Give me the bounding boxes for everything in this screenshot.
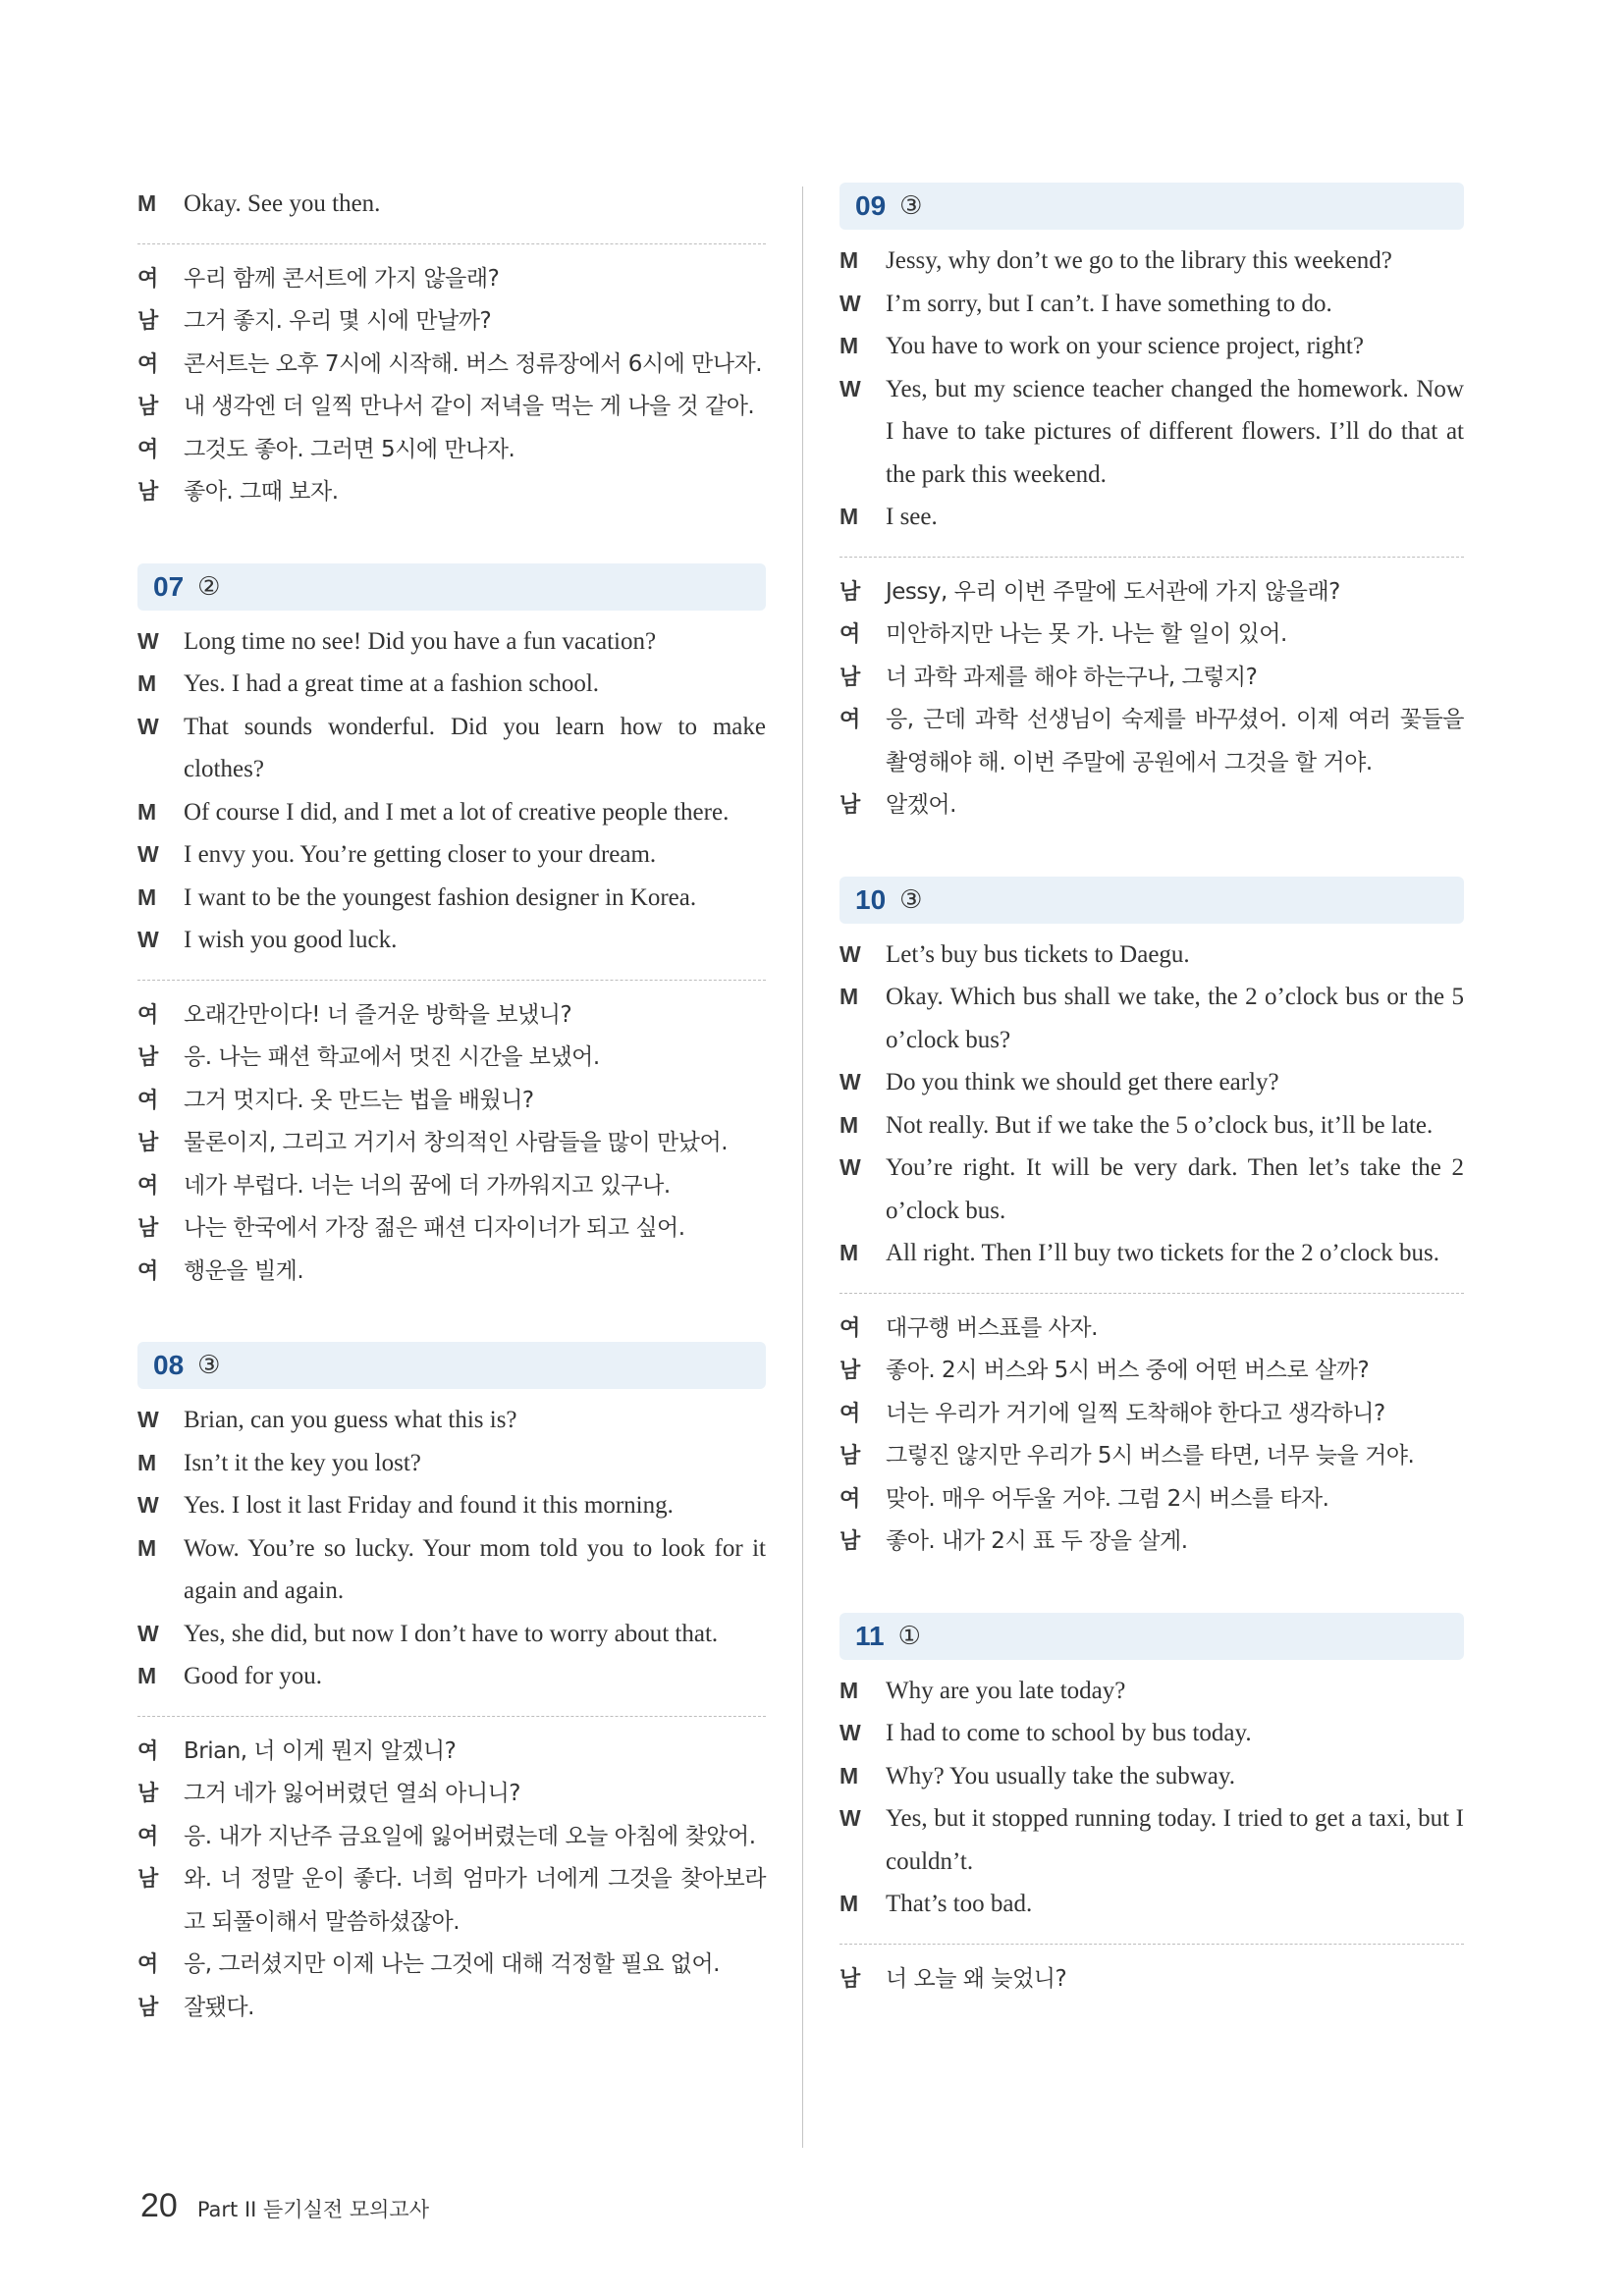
speaker-label: M xyxy=(137,670,157,696)
dialogue-line xyxy=(839,1521,1464,1564)
question-header xyxy=(839,877,1464,924)
speaker-label: M xyxy=(137,1663,157,1688)
question-header xyxy=(839,183,1464,230)
speaker-label: 남 xyxy=(137,1995,158,2020)
line-text: 응, 그러셨지만 이제 나는 그것에 대해 걱정할 필요 없어. xyxy=(184,1951,720,1977)
dashed-divider xyxy=(839,557,1464,558)
dialogue-line xyxy=(137,833,766,877)
page-number: 20 xyxy=(140,2187,178,2224)
dialogue-line xyxy=(839,240,1464,283)
korean-translation xyxy=(839,1308,1464,1564)
speaker-label: W xyxy=(137,627,159,654)
speaker-label: M xyxy=(839,1677,859,1703)
line-text: 와. 너 정말 운이 좋다. 너희 엄마가 너에게 그것을 찾아보라고 되풀이해서 말씀하셨잖아. xyxy=(184,1866,766,1935)
line-text: Do you think we should get there early? xyxy=(886,1069,1279,1095)
line-text: 행운을 빌게. xyxy=(184,1257,304,1284)
speaker-label: W xyxy=(137,713,159,739)
question-number: 11 xyxy=(855,1620,885,1651)
dialogue-line xyxy=(839,657,1464,700)
speaker-label: W xyxy=(137,1620,159,1646)
korean-translation xyxy=(839,1958,1464,2002)
line-text: All right. Then I’ll buy two tickets for the 2 o’clock bus. xyxy=(886,1240,1440,1266)
dialogue-line xyxy=(137,1037,766,1080)
question-number: 10 xyxy=(855,883,887,915)
speaker-label: W xyxy=(839,1720,861,1745)
dialogue-line xyxy=(839,1350,1464,1393)
section-gap xyxy=(137,1293,766,1342)
line-text: 응. 내가 지난주 금요일에 잃어버렸는데 오늘 아침에 찾았어. xyxy=(184,1823,756,1849)
speaker-label: 여 xyxy=(137,1952,158,1977)
speaker-label: 남 xyxy=(137,309,158,334)
dialogue-line xyxy=(137,994,766,1038)
dashed-divider xyxy=(137,243,766,244)
speaker-label: M xyxy=(137,798,157,825)
line-text: Of course I did, and I met a lot of creative people there. xyxy=(184,798,730,826)
line-text: I envy you. You’re getting closer to your dream. xyxy=(184,841,657,868)
speaker-label: 여 xyxy=(137,266,158,292)
dialogue-line xyxy=(137,1122,766,1165)
line-text: You’re right. It will be very dark. Then let’s take the 2 o’clock bus. xyxy=(886,1154,1464,1224)
line-text: That sounds wonderful. Did you learn how to make clothes? xyxy=(184,713,766,782)
dialogue-line xyxy=(137,1987,766,2030)
english-dialogue xyxy=(137,183,766,226)
dialogue-line xyxy=(839,699,1464,784)
speaker-label: W xyxy=(839,1154,861,1180)
dialogue-line xyxy=(137,1773,766,1816)
line-text: I see. xyxy=(886,504,938,530)
speaker-label: W xyxy=(137,841,159,867)
line-text: Brian, 너 이게 뭔지 알겠니? xyxy=(184,1737,457,1764)
speaker-label: 여 xyxy=(137,1824,158,1849)
line-text: 너는 우리가 거기에 일찍 도착해야 한다고 생각하니? xyxy=(886,1400,1385,1426)
dialogue-line xyxy=(839,1797,1464,1883)
dialogue-line xyxy=(839,1061,1464,1104)
answer-mark: ② xyxy=(197,571,221,602)
line-text: I had to come to school by bus today. xyxy=(886,1720,1252,1746)
speaker-label: M xyxy=(839,1891,859,1916)
dialogue-line xyxy=(137,429,766,472)
dialogue-line xyxy=(839,283,1464,326)
line-text: That’s too bad. xyxy=(886,1891,1033,1917)
line-text: 그렇진 않지만 우리가 5시 버스를 타면, 너무 늦을 거야. xyxy=(886,1443,1415,1468)
dialogue-line xyxy=(839,1435,1464,1478)
speaker-label: 여 xyxy=(839,622,860,647)
question-header xyxy=(137,563,766,611)
dialogue-line xyxy=(137,1613,766,1656)
dialogue-line xyxy=(839,784,1464,828)
speaker-label: 여 xyxy=(839,1401,860,1426)
speaker-label: 남 xyxy=(137,1867,158,1892)
line-text: 너 오늘 왜 늦었니? xyxy=(886,1965,1067,1992)
line-text: 응, 근데 과학 선생님이 숙제를 바꾸셨어. 이제 여러 꽃들을 촬영해야 해. 이번 주말에 공원에서 그것을 할 거야. xyxy=(886,707,1464,775)
line-text: Why? You usually take the subway. xyxy=(886,1762,1235,1789)
dialogue-line xyxy=(137,663,766,706)
dialogue-line xyxy=(137,183,766,226)
line-text: 내 생각엔 더 일찍 만나서 같이 저녁을 먹는 게 나을 것 같아. xyxy=(184,394,755,419)
question-header xyxy=(137,1342,766,1389)
speaker-label: 남 xyxy=(839,579,860,605)
speaker-label: 여 xyxy=(137,1258,158,1284)
speaker-label: 남 xyxy=(839,665,860,690)
speaker-label: 남 xyxy=(839,1529,860,1554)
speaker-label: M xyxy=(839,984,859,1009)
speaker-label: M xyxy=(839,1762,859,1789)
dashed-divider xyxy=(137,980,766,981)
speaker-label: 여 xyxy=(137,351,158,377)
speaker-label: 여 xyxy=(137,1738,158,1764)
line-text: Okay. Which bus shall we take, the 2 o’clock bus or the 5 o’clock bus? xyxy=(886,984,1464,1053)
dialogue-line xyxy=(839,368,1464,497)
line-text: 오래간만이다! 너 즐거운 방학을 보냈니? xyxy=(184,1001,572,1028)
english-dialogue xyxy=(839,240,1464,539)
speaker-label: 여 xyxy=(839,1315,860,1341)
speaker-label: W xyxy=(839,290,861,316)
line-text: Isn’t it the key you lost? xyxy=(184,1449,421,1476)
dialogue-line xyxy=(137,620,766,664)
left-column xyxy=(137,183,766,2029)
line-text: You have to work on your science project, right? xyxy=(886,333,1364,359)
dialogue-line xyxy=(839,1147,1464,1232)
speaker-label: M xyxy=(839,333,859,358)
line-text: I’m sorry, but I can’t. I have something to do. xyxy=(886,290,1332,317)
speaker-label: 남 xyxy=(137,1045,158,1070)
dialogue-line xyxy=(839,1104,1464,1148)
question-number: 08 xyxy=(153,1350,185,1380)
speaker-label: M xyxy=(137,1449,157,1475)
line-text: Not really. But if we take the 5 o’clock bus, it’ll be late. xyxy=(886,1111,1434,1139)
dialogue-line xyxy=(137,1527,766,1613)
line-text: 물론이지, 그리고 거기서 창의적인 사람들을 많이 만났어. xyxy=(184,1130,729,1155)
english-dialogue xyxy=(839,1670,1464,1926)
dialogue-line xyxy=(137,1484,766,1527)
speaker-label: 여 xyxy=(839,708,860,732)
line-text: 나는 한국에서 가장 젊은 패션 디자이너가 되고 싶어. xyxy=(184,1215,685,1241)
speaker-label: 여 xyxy=(137,1173,158,1199)
dialogue-line xyxy=(839,976,1464,1061)
dialogue-line xyxy=(137,1655,766,1698)
dialogue-line xyxy=(137,1207,766,1251)
speaker-label: 남 xyxy=(839,1444,860,1468)
dialogue-line xyxy=(839,934,1464,977)
dialogue-line xyxy=(839,496,1464,539)
speaker-label: W xyxy=(839,375,861,401)
line-text: Jessy, why don’t we go to the library this weekend? xyxy=(886,247,1392,274)
line-text: Jessy, 우리 이번 주말에 도서관에 가지 않을래? xyxy=(886,578,1340,605)
dialogue-line xyxy=(137,1731,766,1774)
dialogue-line xyxy=(137,1442,766,1485)
korean-translation xyxy=(839,571,1464,828)
dialogue-line xyxy=(839,325,1464,368)
dialogue-line xyxy=(137,258,766,301)
dashed-divider xyxy=(839,1293,1464,1294)
korean-translation xyxy=(137,258,766,514)
line-text: 잘됐다. xyxy=(184,1994,254,2020)
line-text: I want to be the youngest fashion designer in Korea. xyxy=(184,883,697,911)
dialogue-line xyxy=(137,1251,766,1294)
speaker-label: 여 xyxy=(839,1486,860,1512)
line-text: 좋아. 내가 2시 표 두 장을 살게. xyxy=(886,1528,1188,1554)
dialogue-line xyxy=(137,1399,766,1442)
line-text: Good for you. xyxy=(184,1663,322,1689)
line-text: Brian, can you guess what this is? xyxy=(184,1407,517,1433)
dialogue-line xyxy=(137,791,766,834)
dialogue-line xyxy=(839,1670,1464,1713)
speaker-label: 남 xyxy=(839,1966,860,1992)
speaker-label: M xyxy=(137,190,157,216)
part-title: Part II 듣기실전 모의고사 xyxy=(196,2198,429,2221)
dialogue-line xyxy=(137,300,766,344)
section-gap xyxy=(839,1564,1464,1613)
speaker-label: W xyxy=(839,940,861,967)
speaker-label: W xyxy=(839,1805,861,1831)
speaker-label: 남 xyxy=(137,480,158,505)
line-text: Yes, but it stopped running today. I tried to get a taxi, but I couldn’t. xyxy=(886,1805,1464,1875)
question-header xyxy=(839,1613,1464,1660)
dashed-divider xyxy=(137,1716,766,1717)
line-text: 그거 네가 잃어버렸던 열쇠 아니니? xyxy=(184,1781,521,1806)
dialogue-line xyxy=(839,1712,1464,1755)
dialogue-line xyxy=(839,1755,1464,1798)
line-text: 네가 부럽다. 너는 너의 꿈에 더 가까워지고 있구나. xyxy=(184,1172,671,1199)
dialogue-line xyxy=(137,1858,766,1944)
answer-mark: ③ xyxy=(899,884,923,915)
line-text: Yes. I lost it last Friday and found it this morning. xyxy=(184,1492,674,1519)
speaker-label: W xyxy=(137,1492,159,1518)
dialogue-line xyxy=(137,386,766,429)
speaker-label: 여 xyxy=(137,1002,158,1028)
dialogue-line xyxy=(137,877,766,920)
dialogue-line xyxy=(839,614,1464,657)
dialogue-line xyxy=(839,1478,1464,1522)
question-number: 09 xyxy=(855,190,887,221)
speaker-label: 여 xyxy=(137,1088,158,1113)
line-text: 좋아. 그때 보자. xyxy=(184,479,339,505)
speaker-label: 남 xyxy=(137,1216,158,1241)
dialogue-line xyxy=(137,1816,766,1859)
speaker-label: W xyxy=(137,927,159,952)
speaker-label: 남 xyxy=(137,395,158,419)
line-text: 너 과학 과제를 해야 하는구나, 그렇지? xyxy=(886,664,1258,690)
line-text: Yes, but my science teacher changed the homework. Now I have to take pictures of different flowers. I’ll do that at the park this weekend. xyxy=(886,375,1464,488)
line-text: Long time no see! Did you have a fun vacation? xyxy=(184,627,657,655)
speaker-label: M xyxy=(839,504,859,529)
line-text: Okay. See you then. xyxy=(184,190,381,217)
speaker-label: M xyxy=(839,247,859,273)
answer-mark: ③ xyxy=(197,1351,221,1380)
speaker-label: M xyxy=(839,1240,859,1265)
line-text: Let’s buy bus tickets to Daegu. xyxy=(886,940,1190,968)
korean-translation xyxy=(137,994,766,1294)
right-column xyxy=(839,183,1464,2001)
line-text: 응. 나는 패션 학교에서 멋진 시간을 보냈어. xyxy=(184,1044,600,1070)
dialogue-line xyxy=(137,1080,766,1123)
dialogue-line xyxy=(839,1232,1464,1275)
dashed-divider xyxy=(839,1944,1464,1945)
dialogue-line xyxy=(137,471,766,514)
section-gap xyxy=(137,514,766,563)
speaker-label: M xyxy=(137,883,157,910)
speaker-label: 남 xyxy=(137,1782,158,1806)
dialogue-line xyxy=(839,571,1464,614)
korean-translation xyxy=(137,1731,766,2030)
line-text: 알겠어. xyxy=(886,792,956,818)
line-text: 좋아. 2시 버스와 5시 버스 중에 어떤 버스로 살까? xyxy=(886,1358,1370,1383)
line-text: Why are you late today? xyxy=(886,1677,1126,1704)
question-number: 07 xyxy=(153,570,185,602)
english-dialogue xyxy=(137,620,766,962)
column-divider xyxy=(802,187,803,2148)
line-text: 그거 멋지다. 옷 만드는 법을 배웠니? xyxy=(184,1087,534,1113)
english-dialogue xyxy=(839,934,1464,1275)
dialogue-line xyxy=(839,1958,1464,2002)
dialogue-line xyxy=(137,1944,766,1987)
dialogue-line xyxy=(137,344,766,387)
line-text: Wow. You’re so lucky. Your mom told you to look for it again and again. xyxy=(184,1534,766,1604)
line-text: 그것도 좋아. 그러면 5시에 만나자. xyxy=(184,436,515,462)
speaker-label: M xyxy=(137,1534,157,1561)
line-text: Yes, she did, but now I don’t have to worry about that. xyxy=(184,1620,719,1647)
line-text: 맞아. 매우 어두울 거야. 그럼 2시 버스를 타자. xyxy=(886,1485,1329,1512)
line-text: 대구행 버스표를 사자. xyxy=(886,1314,1098,1341)
speaker-label: 남 xyxy=(137,1131,158,1155)
line-text: 우리 함께 콘서트에 가지 않을래? xyxy=(184,265,500,292)
english-dialogue xyxy=(137,1399,766,1698)
speaker-label: 여 xyxy=(137,437,158,462)
section-gap xyxy=(839,828,1464,877)
dialogue-line xyxy=(137,1165,766,1208)
answer-mark: ③ xyxy=(899,191,923,221)
speaker-label: W xyxy=(839,1069,861,1095)
line-text: 콘서트는 오후 7시에 시작해. 버스 정류장에서 6시에 만나자. xyxy=(184,350,763,377)
speaker-label: W xyxy=(137,1407,159,1432)
speaker-label: M xyxy=(839,1111,859,1138)
speaker-label: 남 xyxy=(839,1359,860,1383)
page-footer xyxy=(140,2187,429,2225)
dialogue-line xyxy=(839,1393,1464,1436)
dialogue-line xyxy=(137,706,766,791)
answer-mark: ① xyxy=(897,1621,921,1651)
line-text: 그거 좋지. 우리 몇 시에 만날까? xyxy=(184,308,492,334)
dialogue-line xyxy=(839,1883,1464,1926)
speaker-label: 남 xyxy=(839,793,860,818)
dialogue-line xyxy=(839,1308,1464,1351)
line-text: I wish you good luck. xyxy=(184,927,398,953)
line-text: Yes. I had a great time at a fashion school. xyxy=(184,670,600,697)
line-text: 미안하지만 나는 못 가. 나는 할 일이 있어. xyxy=(886,621,1287,647)
dialogue-line xyxy=(137,919,766,962)
